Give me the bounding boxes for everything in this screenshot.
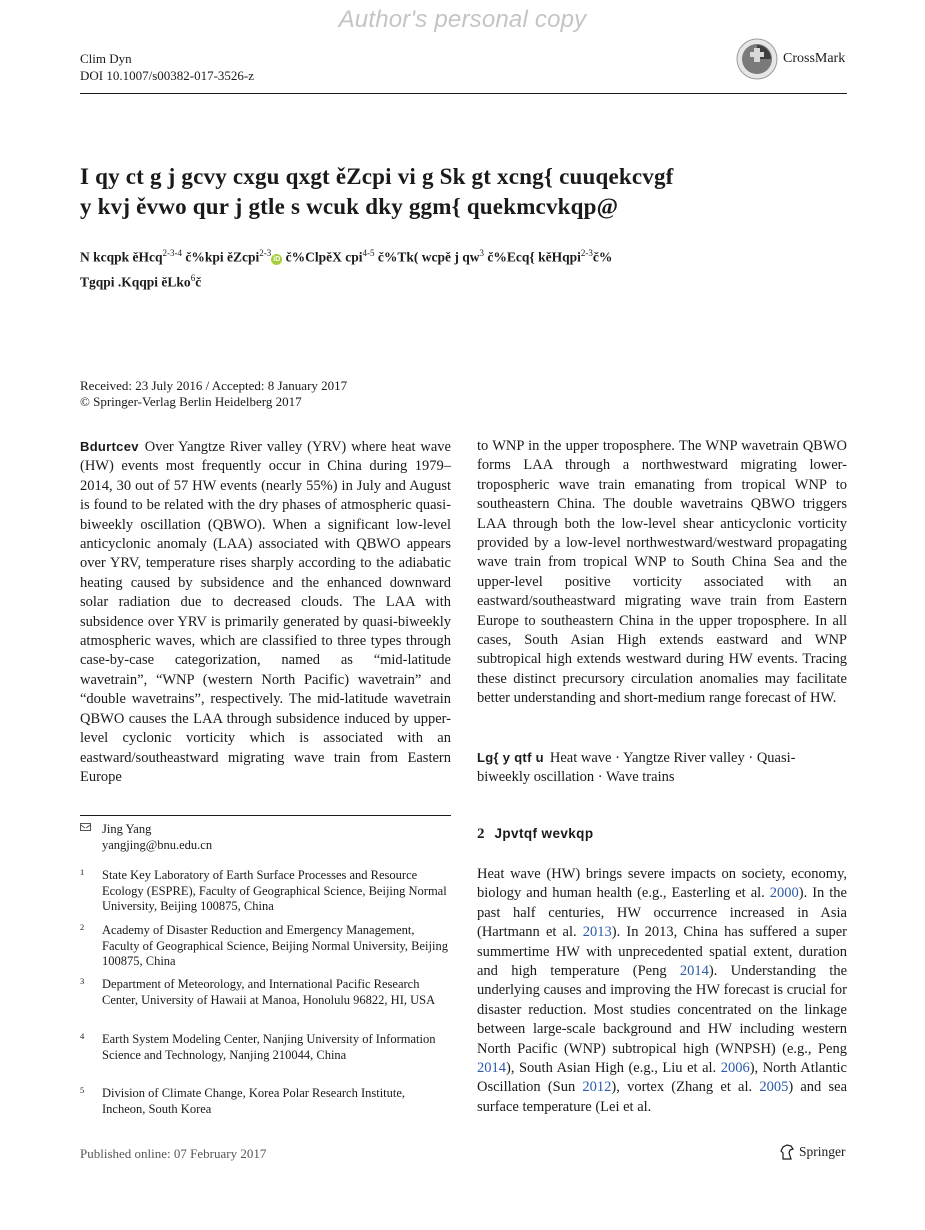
abstract-left-column <box>80 437 451 787</box>
orcid-icon[interactable]: iD <box>273 255 281 263</box>
keywords <box>477 748 847 788</box>
intro-text: ). In the past half centuries, HW occurrence increased in Asia (Hartmann et al. <box>477 885 847 941</box>
affiliation-item <box>80 868 451 915</box>
citation-link[interactable]: 2014 <box>679 963 709 980</box>
received-accepted: Received: 23 July 2016 / Accepted: 8 January 2017 <box>80 378 348 393</box>
affiliation-item <box>80 977 451 1008</box>
crossmark-badge[interactable] <box>736 38 845 80</box>
author-name: Tgqpi .Kqqpi ěLko <box>80 274 191 289</box>
intro-text: Heat wave (HW) brings severe impacts on society, economy, biology and human health (e.g., Easterling et al. <box>477 866 847 902</box>
citation-link[interactable]: 2014 <box>477 1060 506 1077</box>
intro-text: ), North Atlantic Oscillation (Sun <box>477 1060 847 1096</box>
watermark: Author's personal copy <box>338 6 587 33</box>
correspondence-email[interactable]: yangjing@bnu.edu.cn <box>102 838 213 852</box>
affiliation-number: 1 <box>80 867 85 877</box>
affiliation-text: State Key Laboratory of Earth Surface Processes and Resource Ecology (ESPRE), Faculty of Geographical Science, Beijing Normal University, Beijing 100875, China <box>102 868 447 914</box>
intro-text: ), vortex (Zhang et al. <box>611 1079 760 1096</box>
springer-horse-icon <box>780 1144 794 1160</box>
affiliation-text: Earth System Modeling Center, Nanjing University of Information Science and Technology, Nanjing 210044, China <box>102 1032 436 1062</box>
affiliation-number: 3 <box>80 976 85 986</box>
citation-link[interactable]: 2013 <box>582 924 612 941</box>
affiliation-item <box>80 1086 451 1117</box>
author-separator: č% <box>592 249 613 265</box>
journal-name: Clim Dyn <box>80 51 132 66</box>
author-affil-sup: 2-3 <box>580 248 593 258</box>
footnote-rule <box>80 815 451 816</box>
affiliation-text: Division of Climate Change, Korea Polar Research Institute, Incheon, South Korea <box>102 1086 406 1116</box>
section-title: Jpvtqf wevkqp <box>494 826 594 841</box>
abstract-right-column <box>477 437 847 709</box>
affiliation-number: 2 <box>80 922 85 932</box>
author-name: N kcqpk ěHcq <box>80 249 163 265</box>
section-heading <box>477 826 593 843</box>
affiliation-item <box>80 923 451 970</box>
author-affil-sup: 6 <box>190 272 196 283</box>
crossmark-label: CrossMark <box>783 51 846 66</box>
citation-link[interactable]: 2006 <box>720 1060 750 1077</box>
author-line-1 <box>80 243 850 268</box>
author-separator: č <box>195 274 202 289</box>
springer-label: Springer <box>799 1144 846 1159</box>
abstract-text-part-2: to WNP in the upper troposphere. The WNP wavetrain QBWO forms LAA through a northwestward migrating lower-tropospheric wave train emanating from tropical WNP to southeastern China. The double wavetrains QBWO triggers LAA through both the low-level shear anticyclonic vorticity provided by a low-level northwestward/westward propagating wave train from tropical WNP to South China Sea and the upper-level positive vorticity associated with an eastward/southeastward migrating wave train from Eastern Europe to southeastern China in the upper troposphere. In all cases, South Asian High extends eastward and WNP subtropical high extends westward during HW events. Tracing these distinct precursory circulation anomalies may facilitate better understanding and short-medium range forecast of HW. <box>477 438 847 707</box>
doi[interactable]: DOI 10.1007/s00382-017-3526-z <box>80 68 255 83</box>
affiliation-text: Academy of Disaster Reduction and Emergency Management, Faculty of Geographical Science, Beijing Normal University, Beijing 100875, China <box>102 923 448 969</box>
affiliation-number: 4 <box>80 1031 85 1041</box>
correspondence <box>80 821 451 853</box>
section-number: 2 <box>477 826 485 842</box>
title-line-1: I qy ct g j gcvy cxgu qxgt ěZcpi vi g Sk gt xcng{ cuuqekcvgf <box>80 164 674 189</box>
correspondence-name: Jing Yang <box>102 822 152 836</box>
crossmark-icon <box>736 38 778 80</box>
intro-text: ). Understanding the underlying causes and improving the HW forecast is crucial for disaster reduction. Most studies concentrated on the linkage between large-scale background and HW including western North Pacific (WNP) subtropical high (WNPSH) (e.g., Peng <box>477 963 848 1057</box>
article-title <box>80 162 850 222</box>
affiliation-text: Department of Meteorology, and International Pacific Research Center, University of Hawaii at Manoa, Honolulu 96822, HI, USA <box>102 977 436 1007</box>
intro-text: ) and sea surface temperature (Lei et al. <box>477 1079 847 1115</box>
author-affil-sup: 4-5 <box>362 248 375 258</box>
affiliation-item <box>80 1032 451 1063</box>
intro-text: ), South Asian High (e.g., Liu et al. <box>506 1060 721 1077</box>
citation-link[interactable]: 2012 <box>582 1079 612 1096</box>
copyright: © Springer-Verlag Berlin Heidelberg 2017 <box>80 394 302 409</box>
author-affil-sup: 2-3-4 <box>162 248 183 258</box>
published-online: Published online: 07 February 2017 <box>80 1146 267 1161</box>
author-list <box>80 243 850 292</box>
intro-text: ). In 2013, China has suffered a super summertime HW with unprecedented spatial extent, duration and high temperature (Peng <box>477 924 847 980</box>
envelope-icon <box>80 823 91 831</box>
author-name: č%Tk( wcpě j qw <box>377 249 480 265</box>
citation-link[interactable]: 2005 <box>759 1079 789 1096</box>
author-name: č%kpi ěZcpi <box>185 249 260 265</box>
keywords-text: Heat wave · Yangtze River valley · Quasi-biweekly oscillation · Wave trains <box>477 750 796 786</box>
author-name: č%ClpěX cpi <box>285 249 363 265</box>
journal-header <box>80 50 254 84</box>
author-affil-sup: 2-3 <box>259 248 272 258</box>
header-rule <box>80 93 847 94</box>
author-name: č%Ecq{ kěHqpi <box>487 249 581 265</box>
abstract-label: Bdurtcev <box>80 439 139 454</box>
abstract-text-part-1: Over Yangtze River valley (YRV) where heat wave (HW) events most frequently occur in China during 1979–2014, 30 out of 57 HW events (nearly 55%) in July and August is found to be related with the dry phases of atmospheric quasi-biweekly oscillation (QBWO). When a significant low-level anticyclonic anomaly (LAA) associated with QBWO appears over YRV, temperature rises sharply according to the adiabatic heating caused by subsidence and the enhanced downward solar radiation due to decreased clouds. The LAA with subsidence over YRV is primarily generated by quasi-biweekly atmospheric waves, which are classified to three types through case-by-case categorization, named as “mid-latitude wavetrain”, “WNP (western North Pacific) wavetrain” and “double wavetrains”, respectively. The mid-latitude wavetrain QBWO causes the LAA through subsidence induced by upper-level cyclonic vorticity which is associated with an eastward/southeastward migrating wave train from Eastern Europe <box>80 439 451 785</box>
keywords-label: Lg{ y qtf u <box>477 750 544 765</box>
author-affil-sup: 3 <box>479 248 485 258</box>
author-line-2 <box>80 268 850 293</box>
title-line-2: y kvj ěvwo qur j gtle s wcuk dky ggm{ quekmcvkqp@ <box>80 194 619 219</box>
affiliation-number: 5 <box>80 1085 85 1095</box>
citation-link[interactable]: 2000 <box>769 885 799 902</box>
springer-logo <box>780 1144 846 1160</box>
article-dates <box>80 378 347 410</box>
introduction-text <box>477 865 847 1117</box>
